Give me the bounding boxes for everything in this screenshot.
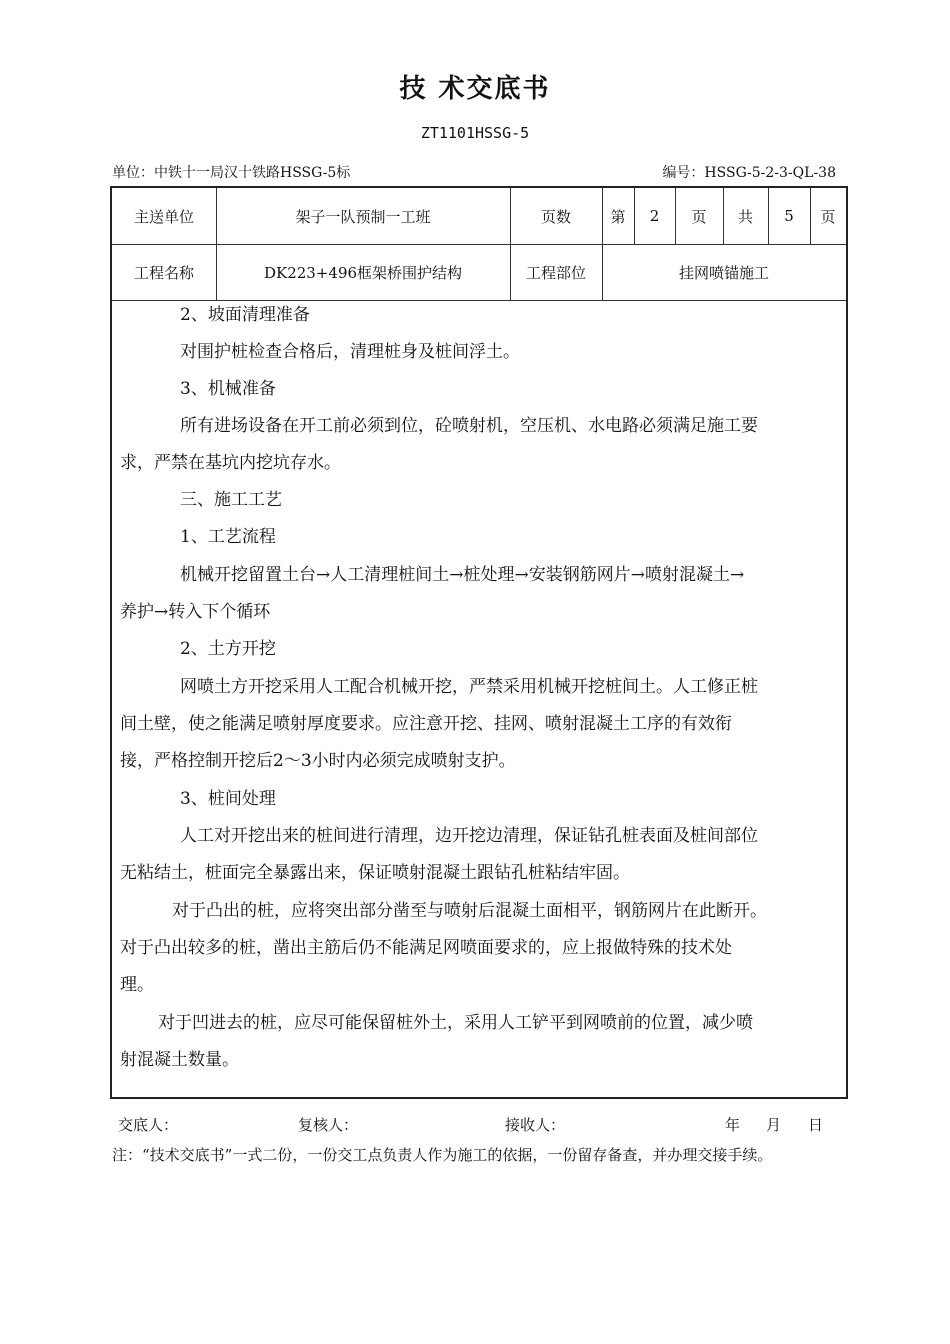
body-line: 2、土方开挖 bbox=[180, 639, 276, 659]
body-line: 网喷土方开挖采用人工配合机械开挖，严禁采用机械开挖桩间土。人工修正桩 bbox=[180, 677, 758, 697]
part-value: 挂网喷锚施工 bbox=[678, 263, 769, 282]
body-line: 人工对开挖出来的桩间进行清理，边开挖边清理，保证钻孔桩表面及桩间部位 bbox=[180, 826, 758, 846]
body-line: 无粘结土，桩面完全暴露出来，保证喷射混凝土跟钻孔桩粘结牢固。 bbox=[120, 863, 630, 883]
receiver-label: 接收人： bbox=[505, 1116, 566, 1134]
footnote: 注：“技术交底书”一式二份，一份交工点负责人作为施工的依据，一份留存备查，并办理交接手续。 bbox=[112, 1146, 773, 1164]
year-label: 年 bbox=[725, 1116, 741, 1134]
body-line: 机械开挖留置土台→人工清理桩间土→桩处理→安装钢筋网片→喷射混凝土→ bbox=[180, 565, 745, 585]
project-label: 工程名称 bbox=[133, 263, 194, 282]
pages-label: 页数 bbox=[540, 207, 571, 226]
body-line: 对于凸出较多的桩，凿出主筋后仍不能满足网喷面要求的，应上报做特殊的技术处 bbox=[120, 938, 732, 958]
body-line: 对于凸出的桩，应将突出部分凿至与喷射后混凝土面相平，钢筋网片在此断开。 bbox=[172, 901, 767, 921]
body-line: 对围护桩检查合格后，清理桩身及桩间浮土。 bbox=[180, 342, 520, 362]
page-number: 2 bbox=[649, 207, 660, 225]
body-line: 接，严格控制开挖后2～3小时内必须完成喷射支护。 bbox=[120, 751, 516, 771]
handover-table bbox=[110, 186, 848, 1099]
document-number: 编号：HSSG-5-2-3-QL-38 bbox=[662, 165, 836, 181]
body-line: 对于凹进去的桩，应尽可能保留桩外土，采用人工铲平到网喷前的位置，减少喷 bbox=[158, 1013, 753, 1033]
sender-value: 架子一队预制一工班 bbox=[295, 207, 431, 226]
page-ye: 页 bbox=[691, 207, 707, 226]
page-di: 第 bbox=[610, 207, 626, 226]
body-line: 1、工艺流程 bbox=[180, 527, 276, 547]
unit-label: 单位：中铁十一局汉十铁路HSSG-5标 bbox=[112, 165, 351, 181]
body-line: 理。 bbox=[120, 975, 154, 995]
day-label: 日 bbox=[808, 1116, 824, 1134]
page-gong: 共 bbox=[737, 207, 753, 226]
body-line: 间土壁，使之能满足喷射厚度要求。应注意开挖、挂网、喷射混凝土工序的有效衔 bbox=[120, 714, 732, 734]
reviewer-label: 复核人： bbox=[298, 1116, 359, 1134]
body-line: 2、坡面清理准备 bbox=[180, 305, 310, 325]
page-total: 5 bbox=[784, 207, 794, 225]
body-line: 求，严禁在基坑内挖坑存水。 bbox=[120, 453, 341, 473]
body-line: 3、机械准备 bbox=[180, 379, 276, 399]
project-value: DK223+496框架桥围护结构 bbox=[263, 263, 463, 282]
sender-label: 主送单位 bbox=[133, 207, 194, 226]
document-code: ZT1101HSSG-5 bbox=[420, 124, 530, 142]
document-title: 技 术交底书 bbox=[399, 74, 551, 104]
body-line: 三、施工工艺 bbox=[180, 490, 282, 510]
handover-person-label: 交底人： bbox=[118, 1116, 179, 1134]
body-line: 养护→转入下个循环 bbox=[120, 602, 271, 622]
page-ye-total: 页 bbox=[820, 207, 836, 226]
part-label: 工程部位 bbox=[525, 263, 586, 282]
body-line: 3、桩间处理 bbox=[180, 789, 276, 809]
body-line: 所有进场设备在开工前必须到位，砼喷射机，空压机、水电路必须满足施工要 bbox=[180, 416, 758, 436]
month-label: 月 bbox=[766, 1116, 782, 1134]
body-line: 射混凝土数量。 bbox=[120, 1050, 239, 1070]
